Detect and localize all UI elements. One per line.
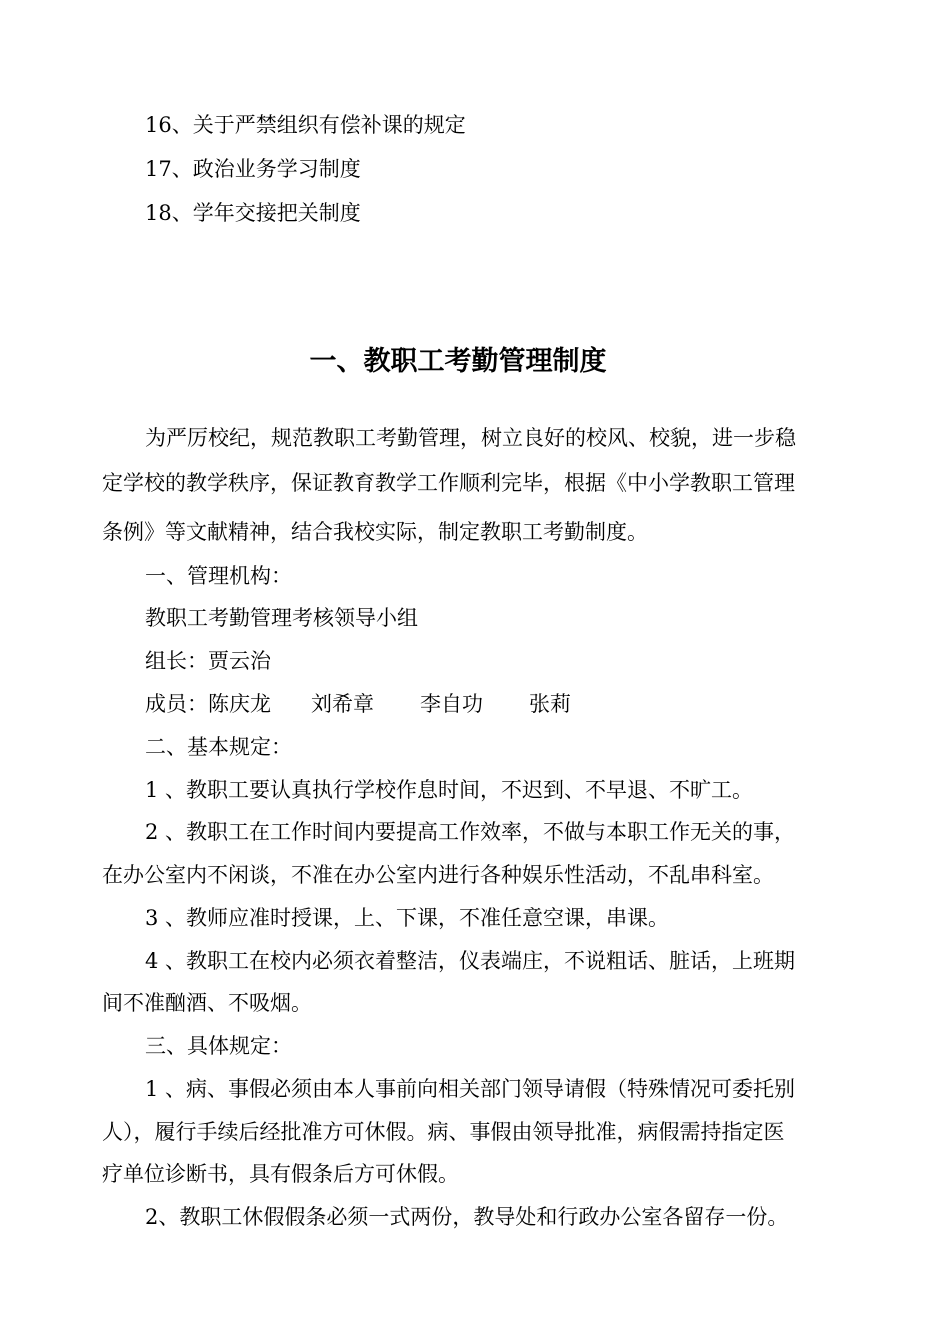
specific-item-1-line-1: 1 、病、事假必须由本人事前向相关部门领导请假（特殊情况可委托别 <box>145 1077 796 1101</box>
intro-line-3: 条例》等文献精神，结合我校实际，制定教职工考勤制度。 <box>102 520 648 544</box>
member-name: 张莉 <box>529 692 571 716</box>
members-label: 成员： <box>145 692 208 716</box>
specific-item-2: 2、教职工休假假条必须一式两份，教导处和行政办公室各留存一份。 <box>145 1205 789 1229</box>
specific-item-1-line-2: 人），履行手续后经批准方可休假。病、事假由领导批准，病假需持指定医 <box>102 1120 785 1144</box>
intro-line-1: 为严厉校纪，规范教职工考勤管理，树立良好的校风、校貌，进一步稳 <box>145 426 796 450</box>
member-name: 刘希章 <box>311 692 374 716</box>
basic-item-4-line-1: 4 、教职工在校内必须衣着整洁，仪表端庄，不说粗话、脏话，上班期 <box>145 949 796 973</box>
specific-heading: 三、具体规定： <box>145 1034 292 1058</box>
toc-item-17: 17、政治业务学习制度 <box>145 157 361 181</box>
basic-item-2-line-2: 在办公室内不闲谈，不准在办公室内进行各种娱乐性活动，不乱串科室。 <box>102 863 774 887</box>
org-leader: 组长：贾云治 <box>145 649 271 673</box>
member-name: 陈庆龙 <box>208 692 271 716</box>
org-heading: 一、管理机构： <box>145 564 292 588</box>
toc-item-18: 18、学年交接把关制度 <box>145 201 361 225</box>
basic-item-4-line-2: 间不准酗酒、不吸烟。 <box>102 991 312 1015</box>
basic-item-3: 3 、教师应准时授课，上、下课，不准任意空课，串课。 <box>145 906 670 930</box>
section-title: 一、教职工考勤管理制度 <box>309 346 607 377</box>
org-group-name: 教职工考勤管理考核领导小组 <box>145 606 418 630</box>
toc-item-16: 16、关于严禁组织有偿补课的规定 <box>145 113 466 137</box>
org-members-row <box>145 689 571 719</box>
basic-heading: 二、基本规定： <box>145 735 292 759</box>
basic-item-1: 1 、教职工要认真执行学校作息时间，不迟到、不早退、不旷工。 <box>145 778 754 802</box>
intro-line-2: 定学校的教学秩序，保证教育教学工作顺利完毕，根据《中小学教职工管理 <box>102 471 795 495</box>
member-name: 李自功 <box>420 692 483 716</box>
basic-item-2-line-1: 2 、教职工在工作时间内要提高工作效率，不做与本职工作无关的事， <box>145 820 796 844</box>
specific-item-1-line-3: 疗单位诊断书，具有假条后方可休假。 <box>102 1162 459 1186</box>
